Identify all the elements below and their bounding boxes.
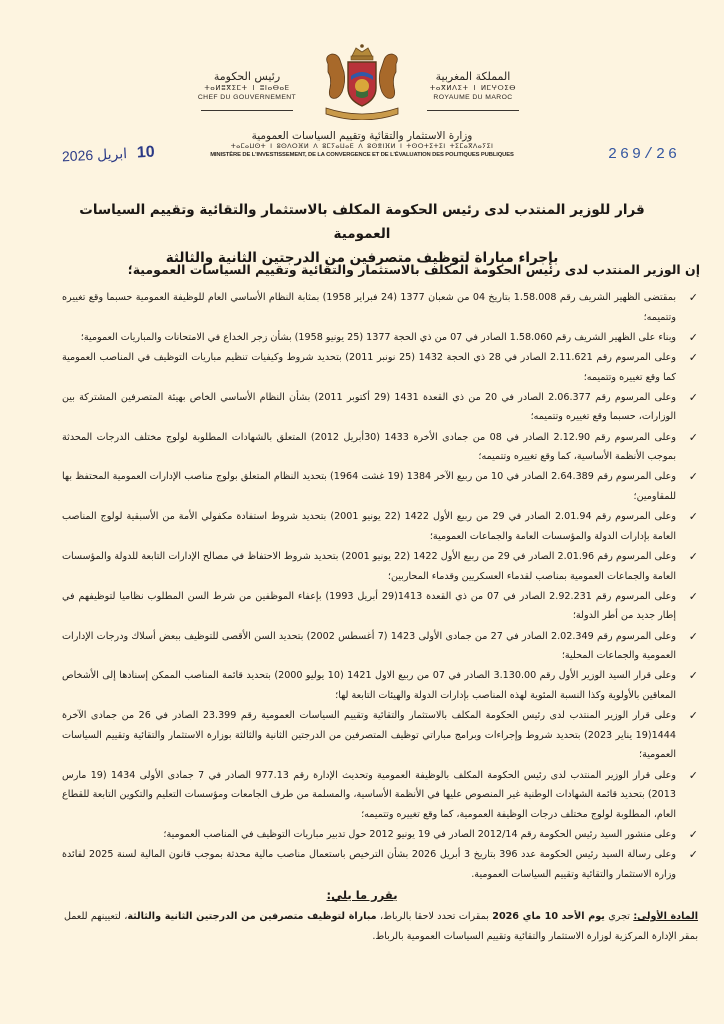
- article-1-label: المادة الأولى:: [633, 911, 699, 922]
- header-right-french: ROYAUME DU MAROC: [433, 94, 513, 101]
- citation-item: [62, 666, 698, 705]
- checkmark-icon: ✓: [688, 848, 698, 862]
- citation-text: وعلى المرسوم رقم 2.11.621 الصادر في 28 ذي الحجة 1432 (25 نونبر 2011) بتحديد شروط وكيفيات تنظيم مباريات التوظيف في المناصب العمومية كما وقع تغييره وتتميمه؛: [62, 352, 676, 383]
- reference-number-stamp: 269/26: [608, 146, 681, 163]
- checkmark-icon: ✓: [688, 669, 698, 683]
- date-stamp-day: 10: [136, 143, 156, 162]
- citation-text: وعلى قرار الوزير المنتدب لدى رئيس الحكومة المكلف بالاستثمار والتقائية وتقييم السياسات العمومية رقم 23.399 الصادر في 26 من جمادى الآخرة 1444(19 يناير 2023) بتحديد شروط وإجراءات وبرامج مباراتي توظيف المتصرفين من الدرجتين الثانية والثالثة بوزارة الاستثمار والتقائية وتقييم السياسات العمومية؛: [62, 710, 676, 761]
- ministry-tifinagh: ⵜⴰⵎⴰⵡⵙⵜ ⵏ ⵓⵙⴷⵔⴼⵍ ⴷ ⵓⵎⵢⴰⵡⴰⴹ ⴷ ⵓⵙⴻⵏⴼⵍ ⵏ ⵜⵙⵔⵜⵉⵜⵉⵏ ⵜⵉⵎⴰⴳⴷⴰⵢⵉⵏ: [230, 142, 494, 150]
- header-right-arabic: المملكة المغربية: [435, 70, 511, 83]
- date-stamp-month: ابريل: [96, 145, 128, 163]
- citation-item: [62, 587, 698, 626]
- header-left-arabic: رئيس الحكومة: [213, 70, 281, 83]
- checkmark-icon: ✓: [688, 510, 698, 524]
- citation-item: [62, 388, 698, 427]
- checkmark-icon: ✓: [688, 768, 698, 782]
- legal-citations-list: [62, 288, 698, 885]
- citation-text: وعلى منشور السيد رئيس الحكومة رقم 2012/14 الصادر في 19 يونيو 2012 حول تدبير مباريات التوظيف في المناصب العمومية؛: [163, 828, 676, 840]
- checkmark-icon: ✓: [688, 589, 698, 603]
- header-left-rule: [201, 110, 293, 111]
- preamble: إن الوزير المنتدب لدى رئيس الحكومة المكلف بالاستثمار والتقائية وتقييم السياسات العمومية؛: [127, 262, 700, 277]
- citation-text: وعلى المرسوم رقم 2.12.90 الصادر في 08 من جمادى الأخرة 1433 (30أبريل 2012) المتعلق بالشهادات المطلوبة لولوج مختلف الدرجات المحدثة بموجب الأنظمة الأساسية، كما وقع تغييره وتتميمه؛: [62, 431, 676, 463]
- citation-item: [62, 845, 698, 884]
- date-stamp-year: 2026: [61, 146, 94, 165]
- letterhead: [0, 40, 724, 130]
- coat-of-arms-icon: [318, 42, 406, 120]
- citation-item: [62, 428, 698, 467]
- citation-text: وعلى رسالة السيد رئيس الحكومة عدد 396 بتاريخ 3 أبريل 2026 بشأن الترخيص باستعمال مناصب مالية محدثة بموجب قانون المالية لسنة 2025 لفائدة وزارة الاستثمار والتقائية وتقييم السياسات العمومية.: [62, 849, 677, 880]
- checkmark-icon: ✓: [688, 550, 698, 564]
- checkmark-icon: ✓: [688, 291, 698, 304]
- header-left-tifinagh: ⵜⴰⵍⵓⴳⵉⵎⵜ ⵏ ⵓⵏⴰⴱⴰⴹ: [204, 84, 290, 92]
- article-1-text-a: تجري: [604, 911, 634, 922]
- citation-item: [62, 706, 698, 765]
- citation-text: وعلى المرسوم رقم 2.64.389 الصادر في 10 من ربيع الآخر 1384 (19 غشت 1964) بتحديد النظام المتعلق بولوج مناصب الإدارات العمومية المحتفظ بها للمقاومين؛: [62, 471, 676, 502]
- decree-title: [60, 198, 664, 270]
- citation-item: [62, 328, 698, 348]
- citation-item: [62, 467, 698, 506]
- header-left-french: CHEF DU GOUVERNEMENT: [197, 94, 297, 101]
- citation-text: وعلى المرسوم رقم 2.01.96 الصادر في 29 من ربيع الأول 1422 (22 يونيو 2001) بتحديد شروط الاحتفاظ في مصالح الإدارات التابعة للدولة والمؤسسات العامة والجماعات العمومية بمناصب لقدماء العسكريين وقدماء المحاربين؛: [62, 551, 677, 582]
- checkmark-icon: ✓: [688, 827, 698, 841]
- citation-text: بمقتضى الظهير الشريف رقم 1.58.008 بتاريخ 04 من شعبان 1377 (24 فبراير 1958) بمثابة النظام الأساسي العام للوظيفة العمومية حسبما وقع تغييره وتتميمه؛: [62, 292, 677, 323]
- citation-item: [62, 627, 698, 666]
- citation-text: وعلى المرسوم رقم 2.01.94 الصادر في 29 من ربيع الأول 1422 (22 يونيو 2001) بتحديد شروط استفادة مكفولي الأمة من الأسبقية لولوج المناصب العامة بإدارات الدولة والمؤسسات العامة والجماعات العمومية؛: [62, 511, 677, 542]
- citation-item: [62, 547, 698, 586]
- citation-item: [62, 288, 698, 327]
- article-1-text-b: بمقرات تحدد لاحقا بالرباط،: [376, 911, 493, 922]
- chef-du-gouvernement-block: [192, 70, 302, 111]
- citation-text: وعلى المرسوم رقم 2.92.231 الصادر في 07 من ذي القعدة 1413(29 أبريل 1993) بإعفاء الموظفين من شرط السن المطلوب نظاميا لتوظيفهم في إطار جديد من أطر الدولة؛: [62, 590, 676, 622]
- royaume-du-maroc-block: [418, 70, 528, 111]
- citation-item: [62, 825, 698, 845]
- article-1: [64, 907, 698, 947]
- citation-item: [62, 507, 698, 546]
- ministry-arabic: وزارة الاستثمار والتقائية وتقييم السياسات العمومية: [251, 130, 473, 142]
- checkmark-icon: ✓: [688, 351, 698, 365]
- checkmark-icon: ✓: [688, 470, 698, 484]
- citation-item: [62, 766, 698, 825]
- citation-text: وبناء على الظهير الشريف رقم 1.58.060 الصادر في 07 من ذي الحجة 1377 (25 يونيو 1958) بشأن زجر الخداع في الامتحانات والمباريات العمومية؛: [80, 331, 676, 343]
- checkmark-icon: ✓: [688, 709, 698, 723]
- article-1-competition: مباراة لتوظيف متصرفين من الدرجتين الثانية والثالثة: [127, 911, 377, 922]
- checkmark-icon: ✓: [688, 390, 698, 404]
- decides-heading: يقرر ما يلي:: [326, 888, 398, 902]
- ministry-french: MINISTÈRE DE L'INVESTISSEMENT, DE LA CONVERGENCE ET DE L'ÉVALUATION DES POLITIQUES PUBLIQUES: [210, 152, 514, 158]
- article-1-date: يوم الأحد 10 ماي 2026: [492, 911, 605, 922]
- citation-text: وعلى قرار السيد الوزير الأول رقم 3.130.00 الصادر في 07 من ربيع الاول 1421 (10 يوليو 2000) بتحديد قائمة المناصب الممكن إسنادها إلى الأشخاص المعاقين بالأولوية وكذا النسبة المئوية لهذه المناصب بإدارات الدولة والهيئات التابعة لها؛: [62, 670, 677, 701]
- citation-text: وعلى قرار الوزير المنتدب لدى رئيس الحكومة المكلف بالوظيفة العمومية وتحديث الإدارة رقم 977.13 الصادر في 7 جمادى الأولى 1434 (19 مارس 2013) بتحديد قائمة الشهادات الوطنية غير المنصوص عليها في الأنظمة الأساسية، والمسلمة من طرف الجامعات ومؤسسات التعليم والتكوين التابعة للقطاع العام، المطلوبة لولوج مختلف درجات الوظيفة العمومية، كما وقع تغييره وتتميمه؛: [62, 769, 676, 820]
- checkmark-icon: ✓: [688, 430, 698, 444]
- decree-title-line-1: قرار للوزير المنتدب لدى رئيس الحكومة المكلف بالاستثمار والتقائية وتقييم السياسات العمومية: [79, 202, 645, 242]
- checkmark-icon: ✓: [688, 330, 698, 344]
- citation-text: وعلى المرسوم رقم 2.02.349 الصادر في 27 من جمادى الأولى 1423 (7 أغسطس 2002) بتحديد السن الأقصى للتوظيف ببعض أسلاك ودرجات الإدارات العمومية والجماعات المحلية؛: [62, 630, 676, 662]
- date-stamp: [62, 144, 156, 167]
- citation-item: [62, 348, 698, 387]
- article-1-text-c: ، لتعيينهم للعمل بمقر الإدارة المركزية لوزارة الاستثمار والتقائية وتقييم السياسات العمومية بالرباط.: [64, 911, 698, 942]
- header-right-tifinagh: ⵜⴰⴳⵍⴷⵉⵜ ⵏ ⵍⵎⵖⵔⵉⴱ: [429, 84, 517, 92]
- header-right-rule: [427, 110, 519, 111]
- checkmark-icon: ✓: [688, 629, 698, 643]
- citation-text: وعلى المرسوم رقم 2.06.377 الصادر في 20 من ذي القعدة 1431 (29 أكتوبر 2011) بشأن النظام الأساسي الخاص بهيئة المتصرفين المشتركة بين الوزارات، حسبما وقع تغييره وتتميمه؛: [62, 391, 677, 423]
- decree-title-line-2: بإجراء مباراة لتوظيف متصرفين من الدرجتين الثانية والثالثة: [165, 250, 559, 266]
